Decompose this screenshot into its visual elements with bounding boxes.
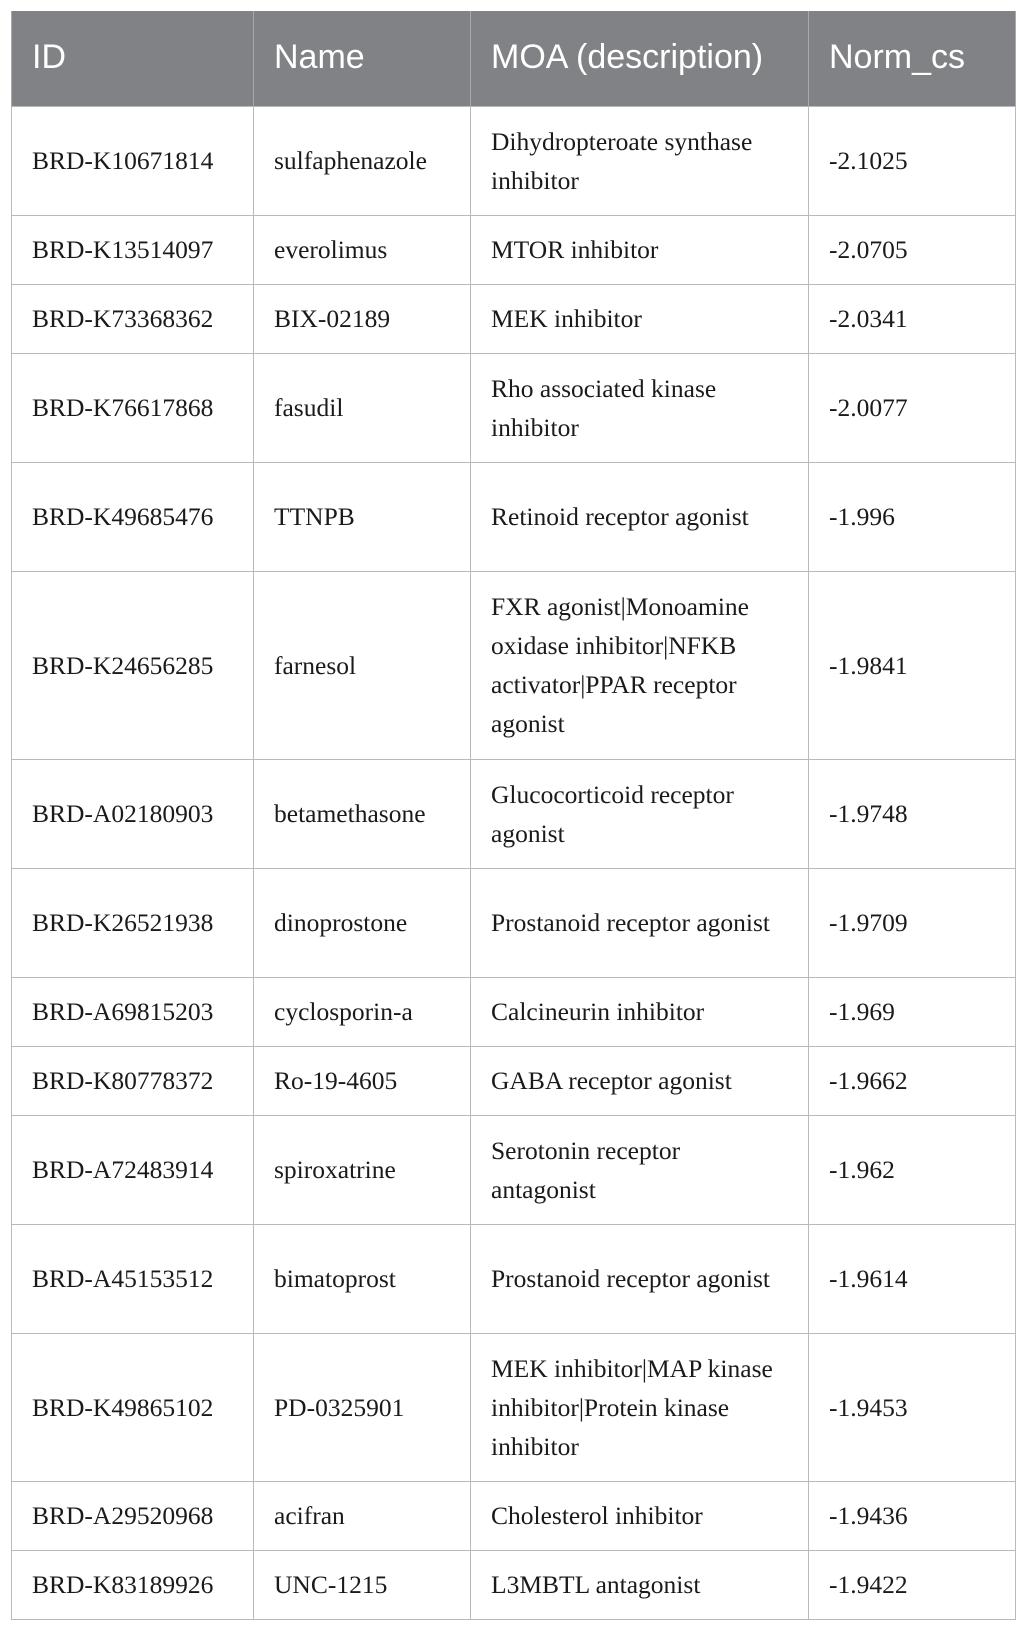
cell-id: BRD-K80778372: [12, 1046, 254, 1115]
cell-norm-cs: -1.9453: [809, 1333, 1016, 1481]
cell-norm-cs: -1.9422: [809, 1550, 1016, 1619]
cell-id: BRD-K73368362: [12, 284, 254, 353]
header-name: Name: [254, 11, 471, 106]
cell-id: BRD-K83189926: [12, 1550, 254, 1619]
cell-moa: MEK inhibitor: [471, 284, 809, 353]
cell-moa: GABA receptor agonist: [471, 1046, 809, 1115]
table-header: [12, 11, 1016, 106]
cell-moa: Prostanoid receptor agonist: [471, 868, 809, 977]
cell-id: BRD-A29520968: [12, 1481, 254, 1550]
cell-moa: Glucocorticoid receptor agonist: [471, 759, 809, 868]
header-norm-cs: Norm_cs: [809, 11, 1016, 106]
cell-id: BRD-A45153512: [12, 1224, 254, 1333]
table-row: [12, 215, 1016, 284]
cell-norm-cs: -1.996: [809, 462, 1016, 571]
cell-moa: Retinoid receptor agonist: [471, 462, 809, 571]
cell-name: TTNPB: [254, 462, 471, 571]
cell-moa: FXR agonist|Monoamine oxidase inhibitor|NFKB activator|PPAR receptor agonist: [471, 571, 809, 759]
table-body: [12, 106, 1016, 1619]
cell-moa: Rho associated kinase inhibitor: [471, 353, 809, 462]
cell-id: BRD-A02180903: [12, 759, 254, 868]
cell-norm-cs: -1.9662: [809, 1046, 1016, 1115]
cell-name: Ro-19-4605: [254, 1046, 471, 1115]
cell-id: BRD-K49865102: [12, 1333, 254, 1481]
cell-norm-cs: -1.9436: [809, 1481, 1016, 1550]
header-row: [12, 11, 1016, 106]
cell-moa: Dihydropteroate synthase inhibitor: [471, 106, 809, 215]
cell-name: spiroxatrine: [254, 1115, 471, 1224]
cell-name: everolimus: [254, 215, 471, 284]
cell-id: BRD-K10671814: [12, 106, 254, 215]
cell-moa: Prostanoid receptor agonist: [471, 1224, 809, 1333]
cell-norm-cs: -2.0705: [809, 215, 1016, 284]
cell-name: sulfaphenazole: [254, 106, 471, 215]
table-row: [12, 1224, 1016, 1333]
table-row: [12, 353, 1016, 462]
cell-moa: L3MBTL antagonist: [471, 1550, 809, 1619]
table-row: [12, 759, 1016, 868]
cell-norm-cs: -1.9709: [809, 868, 1016, 977]
table-row: [12, 977, 1016, 1046]
cell-name: dinoprostone: [254, 868, 471, 977]
cell-moa: Cholesterol inhibitor: [471, 1481, 809, 1550]
cell-moa: Serotonin receptor antagonist: [471, 1115, 809, 1224]
cell-name: UNC-1215: [254, 1550, 471, 1619]
cell-name: cyclosporin-a: [254, 977, 471, 1046]
cell-name: PD-0325901: [254, 1333, 471, 1481]
cell-id: BRD-A69815203: [12, 977, 254, 1046]
cell-moa: MEK inhibitor|MAP kinase inhibitor|Protein kinase inhibitor: [471, 1333, 809, 1481]
cell-name: farnesol: [254, 571, 471, 759]
cell-id: BRD-K49685476: [12, 462, 254, 571]
cell-norm-cs: -2.0077: [809, 353, 1016, 462]
cell-name: fasudil: [254, 353, 471, 462]
cell-norm-cs: -1.962: [809, 1115, 1016, 1224]
cell-norm-cs: -1.9841: [809, 571, 1016, 759]
header-moa: MOA (description): [471, 11, 809, 106]
cell-id: BRD-K24656285: [12, 571, 254, 759]
results-table-container: [11, 11, 1015, 1620]
table-row: [12, 284, 1016, 353]
cell-norm-cs: -2.1025: [809, 106, 1016, 215]
table-row: [12, 1046, 1016, 1115]
cell-name: BIX-02189: [254, 284, 471, 353]
table-row: [12, 1333, 1016, 1481]
cell-id: BRD-K26521938: [12, 868, 254, 977]
cell-norm-cs: -1.9748: [809, 759, 1016, 868]
cell-name: betamethasone: [254, 759, 471, 868]
cell-id: BRD-K76617868: [12, 353, 254, 462]
header-id: ID: [12, 11, 254, 106]
cell-norm-cs: -2.0341: [809, 284, 1016, 353]
cell-name: acifran: [254, 1481, 471, 1550]
cell-norm-cs: -1.969: [809, 977, 1016, 1046]
table-row: [12, 106, 1016, 215]
cell-id: BRD-A72483914: [12, 1115, 254, 1224]
cell-id: BRD-K13514097: [12, 215, 254, 284]
table-row: [12, 1481, 1016, 1550]
cell-moa: Calcineurin inhibitor: [471, 977, 809, 1046]
results-table: [11, 11, 1016, 1620]
cell-norm-cs: -1.9614: [809, 1224, 1016, 1333]
table-row: [12, 1115, 1016, 1224]
table-row: [12, 1550, 1016, 1619]
table-row: [12, 868, 1016, 977]
cell-name: bimatoprost: [254, 1224, 471, 1333]
table-row: [12, 462, 1016, 571]
cell-moa: MTOR inhibitor: [471, 215, 809, 284]
table-row: [12, 571, 1016, 759]
